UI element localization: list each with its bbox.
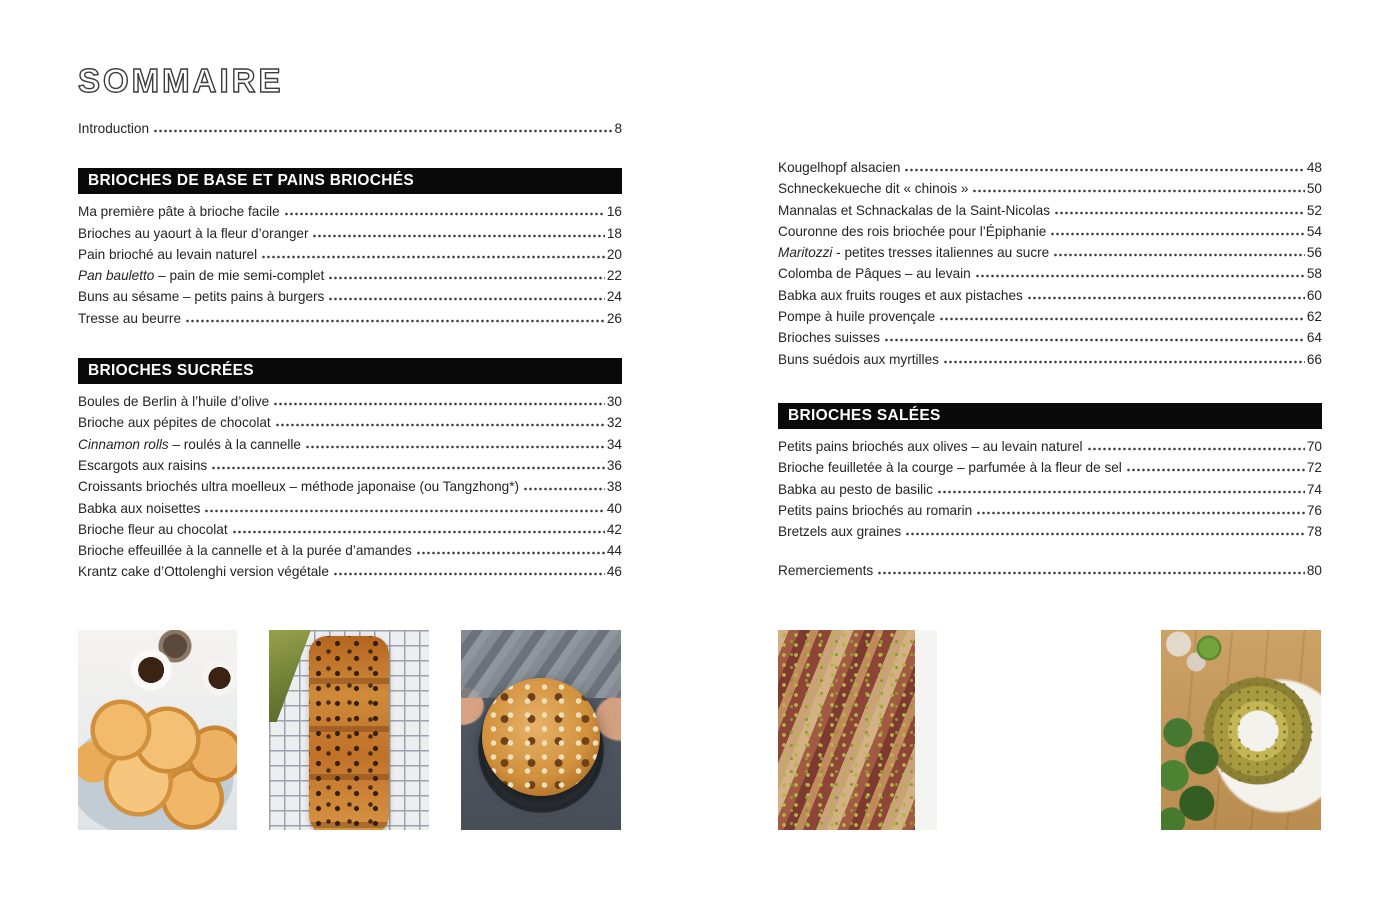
toc-entry-dots: [975, 274, 1305, 278]
toc-entry-dots: [1027, 296, 1305, 300]
toc-entry[interactable]: [778, 266, 1322, 287]
toc-entry[interactable]: [778, 288, 1322, 309]
toc-entry-dots: [1050, 232, 1305, 236]
toc-entry-label: Pan bauletto – pain de mie semi-complet: [78, 268, 325, 284]
toc-entry-dots: [943, 360, 1305, 364]
toc-entry-page: 38: [606, 479, 622, 495]
toc-entry-page: 78: [1306, 524, 1322, 540]
toc-section: [778, 160, 1322, 373]
toc-entry-page: 80: [1306, 563, 1322, 579]
toc-entry-page: 8: [614, 121, 622, 136]
toc-entry-label: Mannalas et Schnackalas de la Saint-Nicolas: [778, 202, 1051, 218]
toc-entry-dots: [312, 234, 604, 238]
toc-entry-page: 44: [606, 543, 622, 559]
photo-pistachio-fruit-babka: [778, 630, 937, 830]
toc-entry[interactable]: [78, 564, 622, 585]
toc-entry-dots: [884, 338, 1305, 342]
toc-entry-page: 34: [606, 436, 622, 452]
toc-entry[interactable]: [778, 309, 1322, 330]
toc-entry[interactable]: [778, 203, 1322, 224]
toc-entry-page: 36: [606, 457, 622, 473]
toc-entry-label: Krantz cake d’Ottolenghi version végétale: [78, 564, 329, 580]
toc-entry-dots: [153, 129, 612, 133]
toc-entry-dots: [328, 276, 605, 280]
toc-entry-label: Brioche fleur au chocolat: [78, 521, 228, 537]
toc-entry-dots: [185, 319, 605, 323]
toc-entry[interactable]: [78, 204, 622, 225]
toc-entry[interactable]: [778, 563, 1322, 584]
toc-entry-page: 76: [1306, 502, 1322, 518]
toc-entry-label: Brioches au yaourt à la fleur d’oranger: [78, 225, 309, 241]
toc-entry-page: 46: [606, 564, 622, 580]
page-title: SOMMAIRE: [78, 62, 284, 99]
toc-entry-page: 52: [1306, 202, 1322, 218]
toc-entry-page: 74: [1306, 481, 1322, 497]
toc-entry-dots: [1087, 447, 1305, 451]
toc-entry[interactable]: [78, 479, 622, 500]
toc-intro: [78, 121, 622, 142]
toc-entry-dots: [204, 509, 604, 513]
toc-entry-page: 60: [1306, 287, 1322, 303]
toc-entry-page: 40: [606, 500, 622, 516]
toc-entry-label: Brioche feuilletée à la courge – parfumée à la fleur de sel: [778, 460, 1122, 476]
toc-entry-dots: [1054, 211, 1305, 215]
toc-entry-label: Babka au pesto de basilic: [778, 481, 933, 497]
toc-entry-dots: [273, 402, 605, 406]
toc-entry-label: Babka aux noisettes: [78, 500, 201, 516]
toc-entry[interactable]: [78, 458, 622, 479]
toc-entry-page: 20: [606, 246, 622, 262]
toc-entry-dots: [1053, 253, 1305, 257]
toc-entry-dots: [232, 530, 605, 534]
toc-entry-page: 22: [606, 268, 622, 284]
toc-entry-dots: [939, 317, 1305, 321]
toc-entry-dots: [877, 571, 1305, 575]
toc-entry-dots: [905, 532, 1305, 536]
toc-entry[interactable]: [778, 460, 1322, 481]
photo-strip: [0, 630, 1400, 830]
section-header: BRIOCHES DE BASE ET PAINS BRIOCHÉS: [78, 168, 622, 194]
photo-pesto-babka-wreath: [1161, 630, 1321, 830]
photo-almond-brioche-flower: [461, 630, 621, 830]
toc-entry-label: Escargots aux raisins: [78, 457, 208, 473]
toc-entry-dots: [275, 423, 605, 427]
toc-entry[interactable]: [78, 394, 622, 415]
toc-entry[interactable]: [78, 121, 622, 142]
toc-entry-page: 32: [606, 415, 622, 431]
toc-entry-label: Brioche aux pépites de chocolat: [78, 415, 271, 431]
toc-entry-page: 16: [606, 204, 622, 220]
toc-entry[interactable]: [78, 247, 622, 268]
toc-section: [778, 403, 1322, 545]
toc-entry-dots: [972, 189, 1304, 193]
toc-entry[interactable]: [778, 503, 1322, 524]
toc-entry-page: 72: [1306, 460, 1322, 476]
toc-entry[interactable]: [78, 501, 622, 522]
toc-entry[interactable]: [778, 352, 1322, 373]
toc-entry-label: Pompe à huile provençale: [778, 309, 936, 325]
toc-entry[interactable]: [778, 181, 1322, 202]
toc-entry-page: 58: [1306, 266, 1322, 282]
toc-entry-label: Buns suédois aux myrtilles: [778, 351, 939, 367]
toc-entry-page: 26: [606, 310, 622, 326]
photo-brioche-buns-coffee: [78, 630, 237, 830]
toc-right-column: [778, 160, 1322, 585]
toc-entry-label: Cinnamon rolls – roulés à la cannelle: [78, 436, 301, 452]
toc-entry[interactable]: [778, 482, 1322, 503]
toc-entry-page: 62: [1306, 309, 1322, 325]
photo-chocolate-chip-brioche-loaf: [269, 630, 429, 830]
toc-section: [78, 358, 622, 586]
toc-section: [78, 168, 622, 332]
toc-entry-label: Buns au sésame – petits pains à burgers: [78, 289, 325, 305]
toc-entry[interactable]: [78, 415, 622, 436]
toc-entry[interactable]: [78, 226, 622, 247]
toc-entry-page: 54: [1306, 223, 1322, 239]
photo-blueberry-buns: [970, 630, 1129, 830]
toc-entry-label: Schneckekueche dit « chinois »: [778, 181, 969, 197]
toc-entry-label: Pain brioché au levain naturel: [78, 246, 258, 262]
toc-entry-dots: [976, 511, 1305, 515]
toc-entry-label: Maritozzi - petites tresses italiennes au sucre: [778, 245, 1050, 261]
toc-closing: [778, 563, 1322, 584]
toc-entry-dots: [523, 487, 605, 491]
toc-entry-page: 70: [1306, 438, 1322, 454]
toc-entry[interactable]: [778, 245, 1322, 266]
toc-entry-page: 50: [1306, 181, 1322, 197]
toc-entry[interactable]: [78, 522, 622, 543]
toc-entry[interactable]: [778, 330, 1322, 351]
toc-entry-label: Boules de Berlin à l’huile d’olive: [78, 394, 270, 410]
toc-entry-label: Croissants briochés ultra moelleux – méthode japonaise (ou Tangzhong*): [78, 479, 520, 495]
toc-entry[interactable]: [78, 543, 622, 564]
section-header: BRIOCHES SALÉES: [778, 403, 1322, 429]
toc-entry-dots: [305, 445, 605, 449]
toc-entry-dots: [904, 168, 1304, 172]
toc-entry-label: Babka aux fruits rouges et aux pistaches: [778, 287, 1023, 303]
toc-entry-page: 24: [606, 289, 622, 305]
toc-entry[interactable]: [778, 160, 1322, 181]
section-header: BRIOCHES SUCRÉES: [78, 358, 622, 384]
toc-entry-dots: [937, 490, 1305, 494]
toc-entry[interactable]: [778, 224, 1322, 245]
toc-sections-right: [778, 160, 1322, 545]
toc-entry-label: Petits pains briochés aux olives – au levain naturel: [778, 438, 1083, 454]
toc-entry-page: 66: [1306, 351, 1322, 367]
toc-entry-dots: [284, 212, 605, 216]
toc-entry-page: 42: [606, 521, 622, 537]
toc-entry-dots: [1126, 468, 1305, 472]
toc-entry-label: Brioche effeuillée à la cannelle et à la purée d’amandes: [78, 543, 412, 559]
toc-entry-label: Brioches suisses: [778, 330, 880, 346]
toc-entry[interactable]: [78, 311, 622, 332]
toc-entry[interactable]: [778, 524, 1322, 545]
toc-entry-label: Couronne des rois briochée pour l’Épiphanie: [778, 223, 1047, 239]
toc-entry-label: Petits pains briochés au romarin: [778, 502, 973, 518]
toc-entry-label: Tresse au beurre: [78, 310, 182, 326]
toc-entry-dots: [261, 255, 605, 259]
toc-entry-label: Kougelhopf alsacien: [778, 160, 901, 175]
toc-entry-label: Remerciements: [778, 563, 874, 579]
toc-entry[interactable]: [778, 439, 1322, 460]
toc-entry-page: 56: [1306, 245, 1322, 261]
toc-entry-page: 30: [606, 394, 622, 410]
toc-left-column: [78, 62, 622, 586]
toc-entry[interactable]: [78, 289, 622, 310]
toc-entry[interactable]: [78, 268, 622, 289]
toc-entry-page: 48: [1306, 160, 1322, 175]
toc-entry-dots: [333, 572, 605, 576]
toc-entry-dots: [211, 466, 605, 470]
toc-entry[interactable]: [78, 437, 622, 458]
toc-entry-page: 64: [1306, 330, 1322, 346]
toc-entry-label: Bretzels aux graines: [778, 524, 902, 540]
toc-entry-label: Introduction: [78, 121, 150, 136]
toc-entry-page: 18: [606, 225, 622, 241]
toc-sections-left: [78, 168, 622, 585]
toc-entry-label: Colomba de Pâques – au levain: [778, 266, 971, 282]
toc-entry-label: Ma première pâte à brioche facile: [78, 204, 280, 220]
toc-entry-dots: [416, 551, 605, 555]
toc-entry-dots: [328, 297, 605, 301]
